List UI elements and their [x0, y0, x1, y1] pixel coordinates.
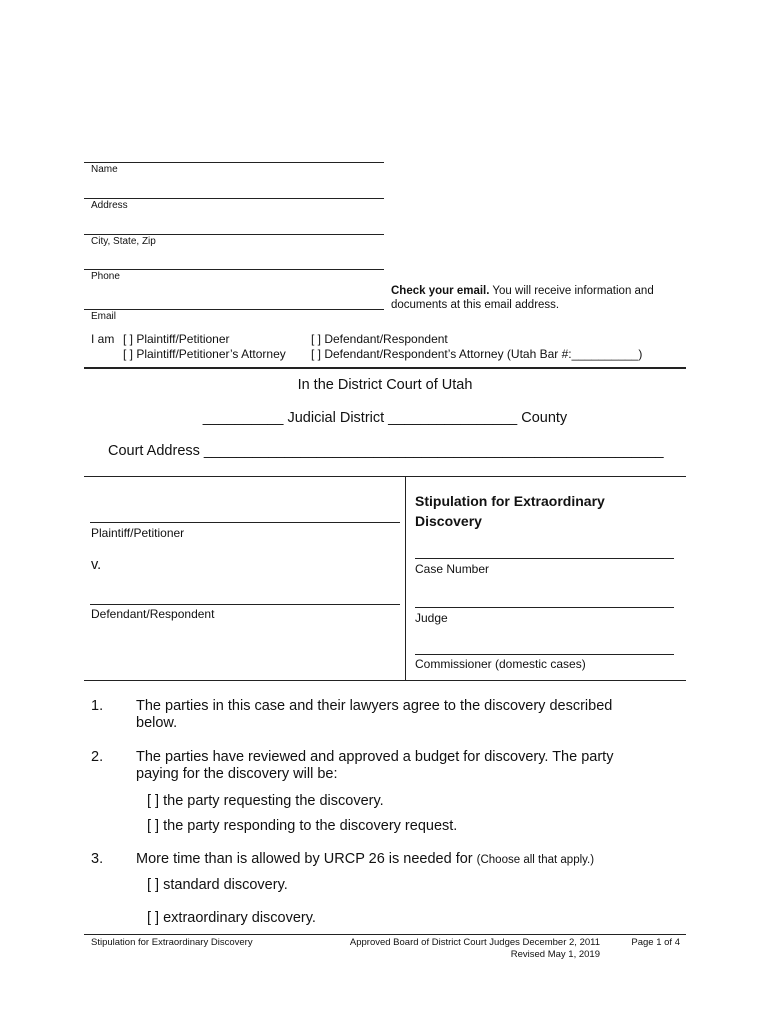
role-plaintiff-attorney[interactable]: [ ] Plaintiff/Petitioner’s Attorney	[123, 347, 286, 361]
email-label: Email	[91, 311, 117, 322]
role-plaintiff[interactable]: [ ] Plaintiff/Petitioner	[123, 332, 230, 346]
item-2-number: 2.	[91, 749, 104, 765]
item-2-line1: The parties have reviewed and approved a budget for discovery. The party	[136, 749, 614, 765]
court-address-line: Court Address _________________________________________________________	[108, 443, 664, 459]
email-note-line2: documents at this email address.	[391, 299, 560, 311]
role-defendant-attorney[interactable]: [ ] Defendant/Respondent’s Attorney (Utah Bar #:__________)	[311, 347, 643, 361]
document-title-line2: Discovery	[415, 513, 482, 529]
commissioner-label: Commissioner (domestic cases)	[415, 657, 586, 671]
email-note-rest: You will receive information and	[489, 285, 654, 297]
email-note	[391, 284, 681, 312]
item-3-line1: More time than is allowed by URCP 26 is needed for	[136, 851, 477, 867]
document-title	[415, 491, 605, 531]
phone-label: Phone	[91, 271, 120, 282]
city-line	[84, 234, 384, 235]
item-3-text	[136, 851, 676, 869]
judge-line	[415, 607, 674, 608]
versus-label: v.	[91, 557, 102, 573]
item-2-text	[136, 749, 676, 783]
name-label: Name	[91, 164, 118, 175]
item-1-line1: The parties in this case and their lawyers agree to the discovery described	[136, 698, 613, 714]
item-2-option-responding[interactable]: [ ] the party responding to the discovery request.	[147, 818, 458, 834]
item-2-line2: paying for the discovery will be:	[136, 766, 338, 782]
address-label: Address	[91, 200, 128, 211]
item-1-number: 1.	[91, 698, 104, 714]
footer-rule	[84, 934, 686, 935]
footer-page-number: Page 1 of 4	[631, 937, 680, 948]
item-1-text	[136, 698, 676, 732]
document-title-line1: Stipulation for Extraordinary	[415, 493, 605, 509]
footer-revised: Revised May 1, 2019	[510, 949, 600, 960]
defendant-line	[90, 604, 400, 605]
plaintiff-label: Plaintiff/Petitioner	[91, 526, 185, 540]
footer-form-title: Stipulation for Extraordinary Discovery	[91, 937, 253, 948]
header-divider	[84, 367, 686, 369]
item-3-option-extraordinary[interactable]: [ ] extraordinary discovery.	[147, 910, 316, 926]
role-defendant[interactable]: [ ] Defendant/Respondent	[311, 332, 448, 346]
item-3-note: (Choose all that apply.)	[476, 854, 595, 866]
item-3-option-standard[interactable]: [ ] standard discovery.	[147, 877, 288, 893]
commissioner-line	[415, 654, 674, 655]
email-note-bold: Check your email.	[391, 285, 490, 297]
address-line	[84, 198, 384, 199]
plaintiff-line	[90, 522, 400, 523]
caption-bottom-rule	[84, 680, 686, 681]
case-number-label: Case Number	[415, 562, 490, 576]
caption-vertical-divider	[405, 476, 406, 680]
item-3-number: 3.	[91, 851, 104, 867]
district-line: __________ Judicial District ________________ County	[202, 410, 568, 426]
defendant-label: Defendant/Respondent	[91, 607, 215, 621]
name-line	[84, 162, 384, 163]
email-line	[84, 309, 384, 310]
item-1-line2: below.	[136, 715, 178, 731]
phone-line	[84, 269, 384, 270]
footer-approval-line1: Approved Board of District Court Judges December 2, 2011	[349, 937, 600, 948]
case-number-line	[415, 558, 674, 559]
court-heading: In the District Court of Utah	[297, 377, 473, 393]
judge-label: Judge	[415, 611, 448, 625]
caption-top-rule	[84, 476, 686, 477]
city-label: City, State, Zip	[91, 236, 156, 247]
item-2-option-requesting[interactable]: [ ] the party requesting the discovery.	[147, 793, 384, 809]
i-am-label: I am	[91, 332, 115, 346]
footer-approval	[330, 937, 600, 961]
